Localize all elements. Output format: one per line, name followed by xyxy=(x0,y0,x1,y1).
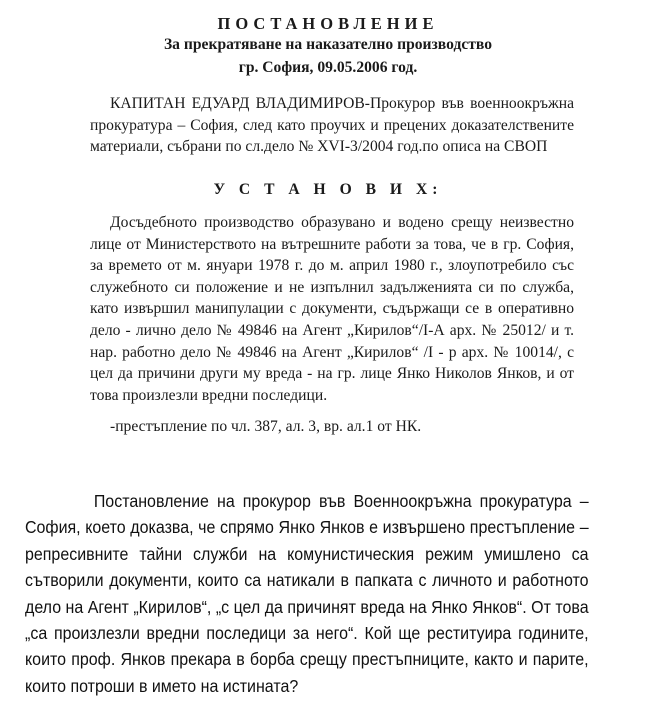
document-place-date: гр. София, 09.05.2006 год. xyxy=(238,59,418,76)
crime-reference: -престъпление по чл. 387, ал. 3, вр. ал.1 от НК. xyxy=(110,418,422,435)
intro-paragraph: КАПИТАН ЕДУАРД ВЛАДИМИРОВ-Прокурор във военноокръжна прокуратура – София, след като проучих и прецених доказателствените материали, събрани по сл.дело № XVI-3/2004 год.по описа на СВОП xyxy=(90,95,574,156)
caption-text: Постановление на прокурор във Военноокръжна прокуратура – София, което доказва, че спрямо Янко Янков е извършено престъпление – репресивните тайни служби на комунистическия режим умишлено са сътворили документи, които са натикали в папката с личното и работното дело на Агент „Кирилов“, „с цел да причинят вреда на Янко Янков“. От това „са произлезли вредни последици за него“. Кой ще реституира годините, които проф. Янков прекара в борба срещу престъпниците, както и парите, които потроши в името на истината? xyxy=(25,491,589,696)
document-subtitle: За прекратяване на наказателно производство xyxy=(163,36,493,53)
section-heading: У С Т А Н О В И Х: xyxy=(213,181,443,198)
body-paragraph: Досъдебното производство образувано и водено срещу неизвестно лице от Министерството на вътрешните работи за това, че в гр. София, за времето от м. януари 1978 г. до м. април 1980 г., злоупотребило със служебното си положение и не изпълнил задълженията си по служба, като извършил манипулации с документи, съдържащи се в оперативно дело - лично дело № 49846 на Агент „Кирилов“/І-А арх. № 25012/ и т. нар. работно дело № 49846 на Агент „Кирилов“ /І - р арх. № 10014/, с цел да причини други му вреда - на гр. лице Янко Николов Янков, и от това произлезли вредни последици. xyxy=(90,214,574,404)
document-title: ПОСТАНОВЛЕНИЕ xyxy=(217,14,439,33)
